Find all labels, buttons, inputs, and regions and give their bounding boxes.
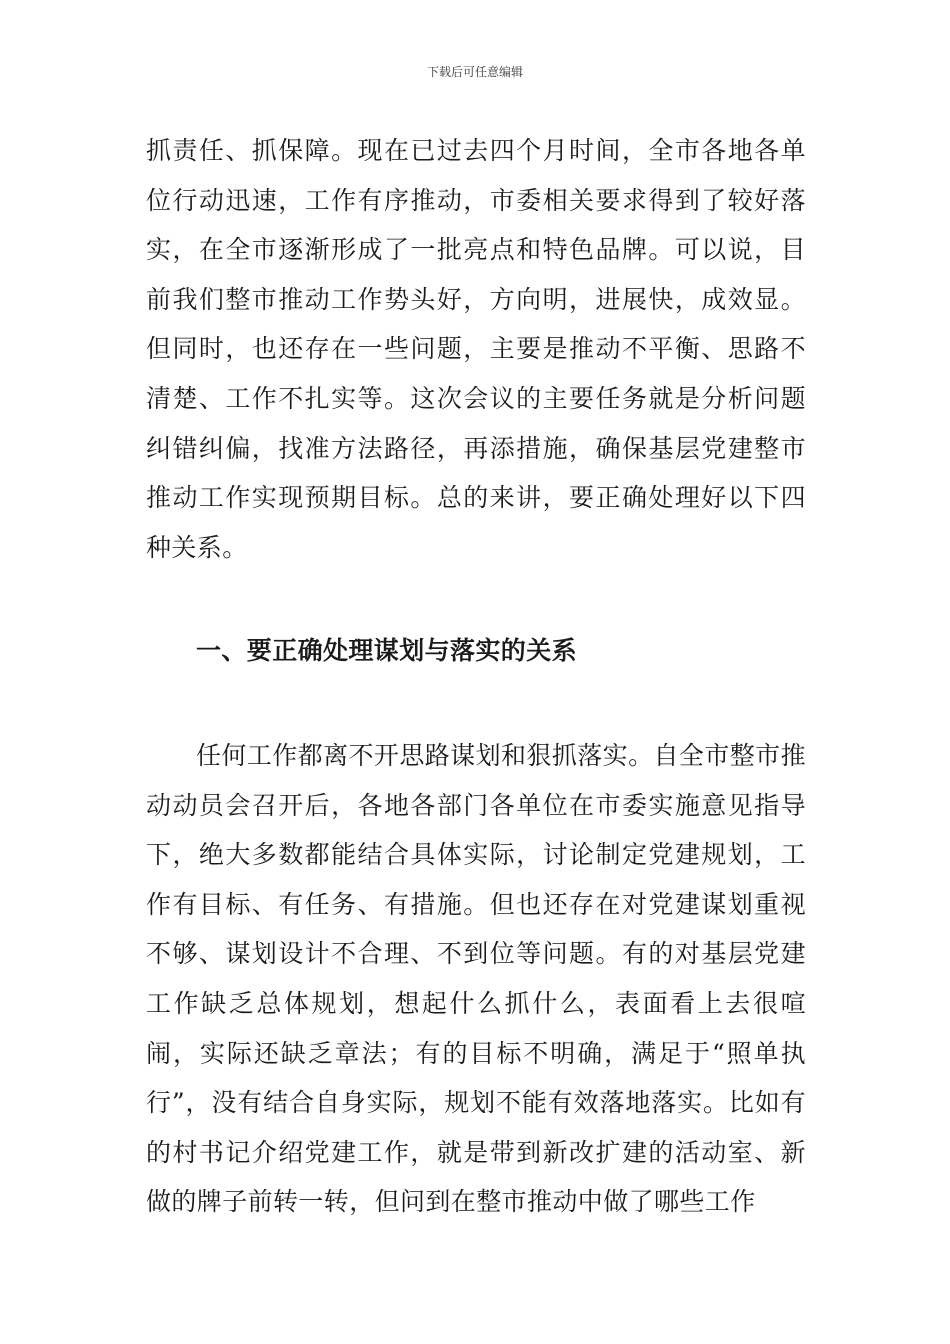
- document-body: [146, 126, 806, 1227]
- section-heading: 一、要正确处理谋划与落实的关系: [196, 636, 578, 666]
- body-paragraph-2: 任何工作都离不开思路谋划和狠抓落实。自全市整市推动动员会召开后，各地各部门各单位在市委实施意见指导下，绝大多数都能结合具体实际，讨论制定党建规划，工作有目标、有任务、有措施。但也还存在对党建谋划重视不够、谋划设计不合理、不到位等问题。有的对基层党建工作缺乏总体规划，想起什么抓什么，表面看上去很喧闹，实际还缺乏章法；有的目标不明确，满足于“照单执行”，没有结合自身实际，规划不能有效落地落实。比如有的村书记介绍党建工作，就是带到新改扩建的活动室、新做的牌子前转一转，但问到在整市推动中做了哪些工作: [146, 740, 806, 1217]
- page-header: 下载后可任意编辑: [426, 65, 523, 79]
- body-paragraph-1: 抓责任、抓保障。现在已过去四个月时间，全市各地各单位行动迅速，工作有序推动，市委相关要求得到了较好落实，在全市逐渐形成了一批亮点和特色品牌。可以说，目前我们整市推动工作势头好，方向明，进展快，成效显。但同时，也还存在一些问题，主要是推动不平衡、思路不清楚、工作不扎实等。这次会议的主要任务就是分析问题纠错纠偏，找准方法路径，再添措施，确保基层党建整市推动工作实现预期目标。总的来讲，要正确处理好以下四种关系。: [146, 136, 806, 562]
